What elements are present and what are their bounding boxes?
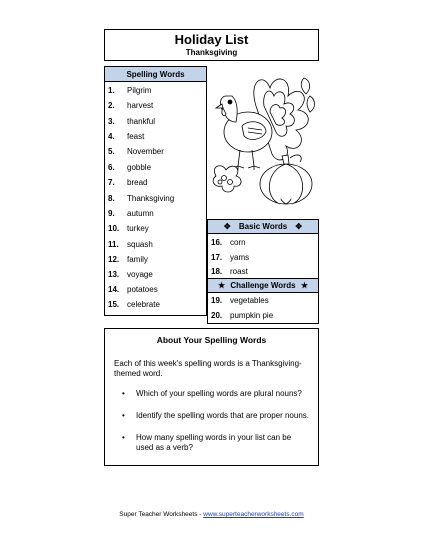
word-text: bread	[127, 178, 148, 187]
word-text: celebrate	[127, 300, 160, 309]
word-number: 10.	[108, 224, 120, 233]
footer	[104, 511, 319, 518]
word-text: November	[127, 147, 164, 156]
word-row	[208, 235, 246, 250]
bullet-icon: •	[122, 389, 125, 398]
spelling-words-heading: Spelling Words	[105, 67, 206, 82]
word-number: 14.	[108, 285, 120, 294]
word-number: 5.	[108, 147, 115, 156]
bullet-icon: •	[122, 411, 125, 420]
diamond-sparkle-icon: ✥	[223, 222, 231, 231]
word-text: harvest	[127, 101, 154, 110]
word-number: 2.	[108, 101, 115, 110]
word-row	[208, 250, 249, 265]
word-text: thankful	[127, 117, 156, 126]
word-number: 15.	[108, 300, 120, 309]
title-box	[104, 29, 319, 61]
word-row	[208, 264, 248, 279]
footer-link[interactable]: www.superteacherworksheets.com	[203, 511, 304, 518]
word-number: 12.	[108, 255, 120, 264]
word-number: 8.	[108, 194, 115, 203]
about-questions	[114, 389, 309, 453]
word-number: 3.	[108, 117, 115, 126]
word-text: pumpkin pie	[230, 311, 274, 320]
word-text: potatoes	[127, 285, 158, 294]
word-number: 7.	[108, 178, 115, 187]
question-text: How many spelling words in your list can be used as a verb?	[136, 433, 292, 452]
word-text: roast	[230, 267, 248, 276]
word-row	[105, 129, 144, 144]
question-item	[122, 389, 309, 399]
word-row	[105, 206, 154, 221]
star-icon: ★	[300, 281, 308, 290]
word-text: voyage	[127, 270, 153, 279]
word-row	[105, 114, 155, 129]
challenge-words-header	[208, 279, 318, 293]
diamond-sparkle-icon: ✥	[295, 222, 303, 231]
word-row	[105, 144, 164, 159]
word-text: Thanksgiving	[127, 194, 175, 203]
word-number: 18.	[211, 267, 223, 276]
word-number: 9.	[108, 209, 115, 218]
word-text: autumn	[127, 209, 154, 218]
word-number: 17.	[211, 253, 223, 262]
word-text: family	[127, 255, 148, 264]
challenge-words-box	[207, 279, 319, 324]
bullet-icon: •	[122, 433, 125, 442]
word-row	[105, 282, 158, 297]
word-row	[105, 267, 153, 282]
question-item	[122, 411, 309, 421]
word-number: 19.	[211, 296, 223, 305]
page-subtitle: Thanksgiving	[185, 48, 238, 57]
word-text: squash	[127, 240, 153, 249]
page-title: Holiday List	[174, 32, 249, 47]
turkey-pumpkin-illustration	[208, 66, 319, 216]
word-row	[208, 293, 269, 308]
word-number: 13.	[108, 270, 120, 279]
word-number: 6.	[108, 163, 115, 172]
word-number: 1.	[108, 86, 115, 95]
footer-text: Super Teacher Worksheets -	[119, 511, 204, 518]
word-text: corn	[230, 238, 246, 247]
word-row	[105, 252, 148, 267]
question-text: Identify the spelling words that are proper nouns.	[136, 411, 309, 420]
word-row	[105, 160, 151, 175]
spelling-words-box	[104, 66, 207, 316]
star-icon: ★	[217, 281, 226, 290]
word-row	[105, 221, 149, 236]
word-text: feast	[127, 132, 145, 141]
word-row	[105, 98, 153, 113]
word-row	[105, 191, 174, 206]
basic-words-box	[207, 219, 319, 279]
word-text: gobble	[127, 163, 152, 172]
word-text: Pilgrim	[127, 86, 152, 95]
word-text: yams	[230, 253, 250, 262]
basic-words-header	[208, 220, 318, 234]
word-number: 20.	[211, 311, 223, 320]
word-row	[105, 237, 153, 252]
question-item	[122, 433, 309, 453]
about-box	[104, 328, 319, 466]
word-row	[105, 297, 160, 312]
about-title: About Your Spelling Words	[156, 335, 267, 345]
about-intro: Each of this week's spelling words is a Thanksgiving-themed word.	[114, 359, 302, 378]
word-row	[208, 308, 273, 323]
word-text: vegetables	[230, 296, 269, 305]
basic-words-heading: Basic Words	[238, 222, 288, 231]
word-number: 4.	[108, 132, 115, 141]
word-row	[105, 175, 147, 190]
word-text: turkey	[127, 224, 149, 233]
word-number: 16.	[211, 238, 223, 247]
challenge-words-heading: Challenge Words	[230, 281, 296, 290]
word-number: 11.	[108, 240, 119, 249]
question-text: Which of your spelling words are plural nouns?	[136, 389, 302, 398]
word-row	[105, 83, 151, 98]
